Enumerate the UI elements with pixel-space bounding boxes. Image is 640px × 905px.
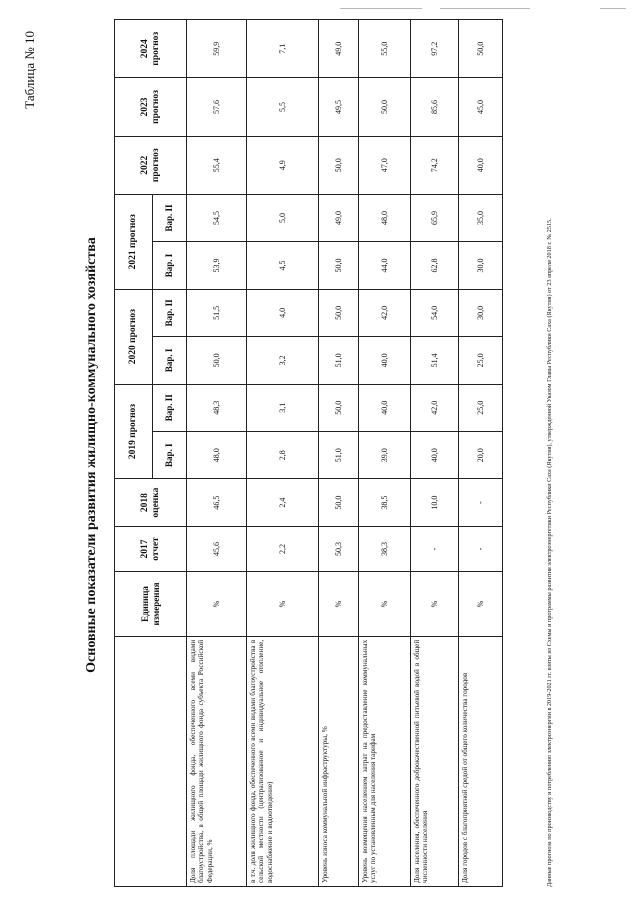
value-cell: 38,5 (359, 479, 411, 526)
header-2019-var1: Вар. I (153, 431, 187, 478)
value-cell: 50,0 (319, 242, 359, 289)
value-cell: 48,0 (359, 194, 411, 241)
value-cell: 54,5 (187, 194, 247, 241)
value-cell: 45,0 (459, 78, 503, 136)
value-cell: 39,0 (359, 431, 411, 478)
value-cell: 55,4 (187, 136, 247, 194)
header-year-sub: прогноз (150, 148, 161, 183)
value-cell: 55,0 (359, 20, 411, 78)
value-cell: 7,1 (247, 20, 319, 78)
header-2019: 2019 прогноз (115, 384, 153, 479)
value-cell: 49,5 (319, 78, 359, 136)
header-year: 2017 (139, 539, 150, 559)
indicator-name: Уровень износа коммунальной инфраструктуры, % (319, 636, 359, 886)
table-number: Таблица № 10 (22, 31, 37, 109)
value-cell: 50,0 (359, 78, 411, 136)
value-cell: 30,0 (459, 289, 503, 336)
value-cell: 25,0 (459, 384, 503, 431)
header-year: 2018 (139, 493, 150, 513)
indicator-name: Уровень возмещения населением затрат на предоставление коммунальных услуг по установленным для населения тарифам (359, 636, 411, 886)
indicator-name: Доля площади жилищного фонда, обеспеченного всеми видами благоустройства, в общей площади жилищного фонда субъекта Российской Федерации, % (187, 636, 247, 886)
header-2021: 2021 прогноз (115, 194, 153, 289)
header-row (115, 20, 153, 887)
value-cell: 50,0 (459, 20, 503, 78)
value-cell: 85,6 (411, 78, 459, 136)
value-cell: 20,0 (459, 431, 503, 478)
value-cell: 40,0 (459, 136, 503, 194)
header-year: 2023 (139, 97, 150, 117)
value-cell: 50,0 (319, 384, 359, 431)
unit-cell: % (247, 572, 319, 637)
unit-cell: % (319, 572, 359, 637)
value-cell: 57,6 (187, 78, 247, 136)
header-year-sub: прогноз (150, 90, 161, 124)
table-row (411, 20, 459, 887)
value-cell: 54,0 (411, 289, 459, 336)
scan-artifact (440, 8, 530, 9)
value-cell: 25,0 (459, 337, 503, 384)
header-2017 (115, 526, 187, 571)
scan-artifact (600, 8, 626, 9)
value-cell: 50,0 (319, 479, 359, 526)
table-row (247, 20, 319, 887)
value-cell: 74,2 (411, 136, 459, 194)
unit-cell: % (187, 572, 247, 637)
unit-cell: % (411, 572, 459, 637)
table-row (359, 20, 411, 887)
value-cell: 30,0 (459, 242, 503, 289)
header-unit: Единица измерения (115, 572, 187, 637)
header-year: 2024 (139, 39, 150, 59)
value-cell: 40,0 (359, 337, 411, 384)
value-cell: 62,8 (411, 242, 459, 289)
value-cell: 4,0 (247, 289, 319, 336)
value-cell: 48,0 (187, 431, 247, 478)
header-2019-var2: Вар. II (153, 384, 187, 431)
value-cell: 51,0 (319, 337, 359, 384)
value-cell: 35,0 (459, 194, 503, 241)
value-cell: 40,0 (359, 384, 411, 431)
header-year: 2022 (139, 155, 150, 175)
value-cell: 51,0 (319, 431, 359, 478)
value-cell: 59,9 (187, 20, 247, 78)
value-cell: - (411, 526, 459, 571)
value-cell: 42,0 (411, 384, 459, 431)
value-cell: 44,0 (359, 242, 411, 289)
value-cell: 50,3 (319, 526, 359, 571)
value-cell: 5,5 (247, 78, 319, 136)
footnote: Данные прогноза по производству и потреблению электроэнергии в 2019-2021 гг. взяты из Схемы и программы развития электроэнергетики Республики Саха (Якутия), утвержденной Указом Главы Республики Саха (Якутия) от 23 апреля 2018 г. № 2515. (546, 218, 553, 887)
value-cell: 42,0 (359, 289, 411, 336)
header-2020-var1: Вар. I (153, 337, 187, 384)
value-cell: 40,0 (411, 431, 459, 478)
header-2022 (115, 136, 187, 194)
header-2020-var2: Вар. II (153, 289, 187, 336)
unit-cell: % (359, 572, 411, 637)
unit-cell: % (459, 572, 503, 637)
indicator-name: Доля населения, обеспеченного доброкачественной питьевой водой в общей численности населения (411, 636, 459, 886)
value-cell: 2,4 (247, 479, 319, 526)
table-row (187, 20, 247, 887)
value-cell: 47,0 (359, 136, 411, 194)
value-cell: 5,0 (247, 194, 319, 241)
value-cell: 50,0 (319, 289, 359, 336)
document-title: Основные показатели развития жилищно-коммунального хозяйства (84, 237, 99, 673)
indicator-name: Доля городов с благоприятной средой от общего количества городов (459, 636, 503, 886)
header-year-sub: оценка (150, 487, 161, 518)
value-cell: 50,0 (319, 136, 359, 194)
value-cell: 4,5 (247, 242, 319, 289)
header-year-sub: отчет (150, 537, 161, 561)
value-cell: 45,6 (187, 526, 247, 571)
indicator-name: в т.ч. доля жилищного фонда, обеспеченного всеми видами благоустройства в сельской местности (централизованное и индивидуальное отопление, водоснабжение и водоотведение) (247, 636, 319, 886)
header-2021-var2: Вар. II (153, 194, 187, 241)
header-2020: 2020 прогноз (115, 289, 153, 384)
value-cell: 10,0 (411, 479, 459, 526)
value-cell: 49,0 (319, 20, 359, 78)
header-2021-var1: Вар. I (153, 242, 187, 289)
value-cell: 50,0 (187, 337, 247, 384)
value-cell: 65,9 (411, 194, 459, 241)
value-cell: 3,2 (247, 337, 319, 384)
value-cell: 51,4 (411, 337, 459, 384)
header-indicator (115, 636, 187, 886)
value-cell: 49,0 (319, 194, 359, 241)
value-cell: 48,3 (187, 384, 247, 431)
value-cell: 51,5 (187, 289, 247, 336)
header-2024 (115, 20, 187, 78)
table-row (319, 20, 359, 887)
value-cell: - (459, 526, 503, 571)
value-cell: 2,2 (247, 526, 319, 571)
header-year-sub: прогноз (150, 31, 161, 66)
scan-artifact (340, 8, 422, 9)
table-row (459, 20, 503, 887)
header-2018 (115, 479, 187, 526)
value-cell: - (459, 479, 503, 526)
value-cell: 38,3 (359, 526, 411, 571)
value-cell: 97,2 (411, 20, 459, 78)
header-2023 (115, 78, 187, 136)
value-cell: 46,5 (187, 479, 247, 526)
value-cell: 4,9 (247, 136, 319, 194)
value-cell: 3,1 (247, 384, 319, 431)
value-cell: 53,9 (187, 242, 247, 289)
indicators-table (114, 19, 503, 887)
rotated-document-page (22, 15, 582, 895)
value-cell: 2,8 (247, 431, 319, 478)
